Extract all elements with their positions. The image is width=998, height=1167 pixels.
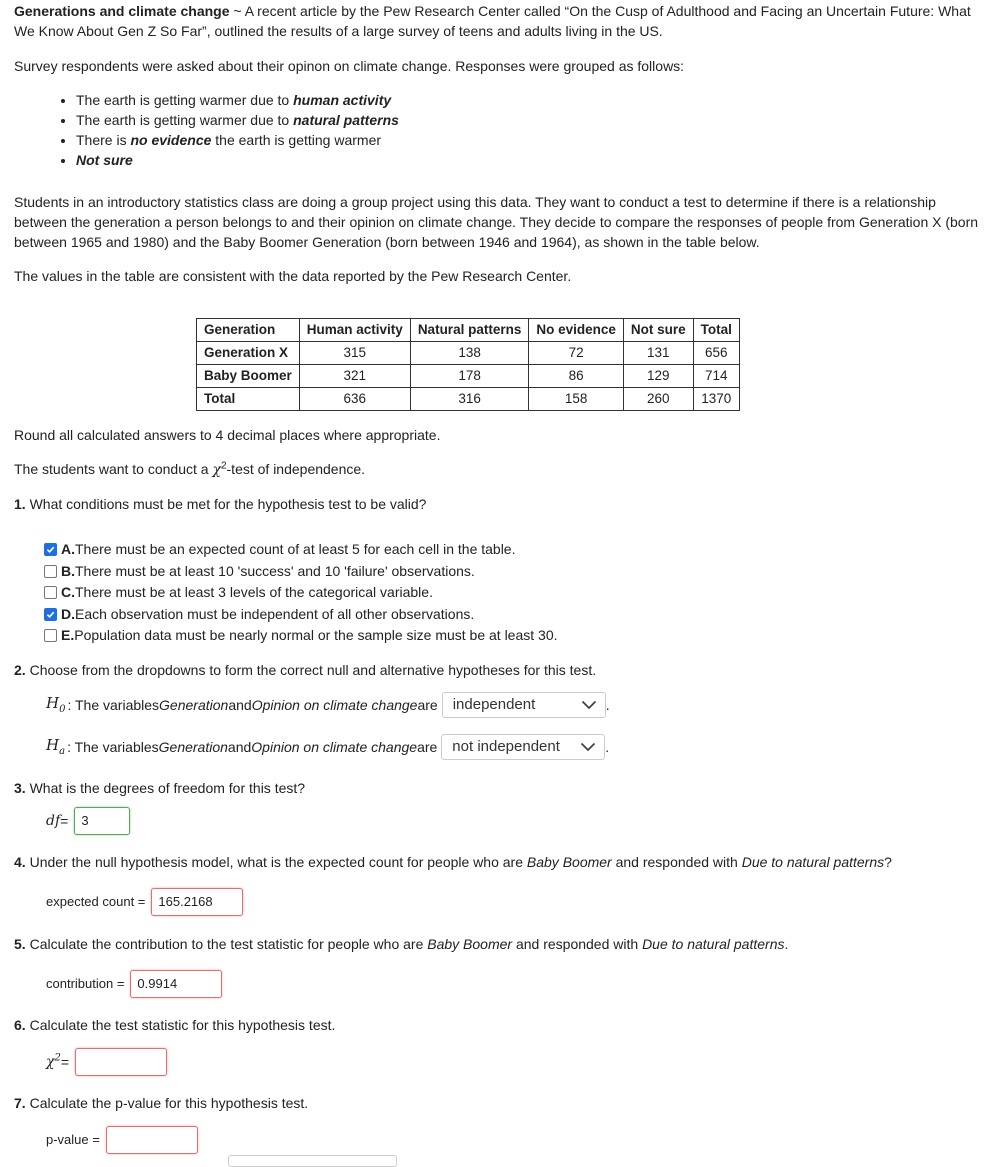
expected-count-row bbox=[46, 888, 984, 916]
option-text: Population data must be nearly normal or the sample size must be at least 30. bbox=[74, 627, 558, 643]
table-cell: 316 bbox=[410, 388, 529, 411]
test-statistic-row: $\chi^2$ = bbox=[46, 1048, 984, 1076]
p-value-label: p-value = bbox=[46, 1132, 100, 1147]
checkmark-icon bbox=[46, 545, 55, 554]
expected-count-label: expected count = bbox=[46, 894, 146, 909]
df-answer-row: df = 3 bbox=[46, 807, 984, 835]
question-5: 5. Calculate the contribution to the test statistic for people who are Baby Boomer and responded with Due to natural patterns. bbox=[14, 935, 789, 952]
question-6: 6. Calculate the test statistic for this hypothesis test. bbox=[14, 1016, 336, 1033]
table-header: Natural patterns bbox=[410, 319, 529, 342]
list-item: • The earth is getting warmer due to natural patterns bbox=[76, 110, 984, 130]
question-3: 3. What is the degrees of freedom for this test? bbox=[14, 779, 306, 796]
question-1: 1. What conditions must be met for the hypothesis test to be valid? bbox=[14, 496, 427, 512]
p-value-row bbox=[46, 1126, 984, 1154]
table-cell: 315 bbox=[299, 342, 410, 365]
intro-tilde: ~ bbox=[229, 3, 245, 19]
condition-option-c[interactable] bbox=[44, 582, 984, 604]
df-label: df bbox=[46, 812, 61, 829]
table-row bbox=[197, 388, 740, 411]
df-input[interactable]: 3 bbox=[74, 807, 130, 835]
expected-count-input[interactable]: 165.2168 bbox=[151, 888, 243, 916]
test-statistic-input[interactable] bbox=[75, 1048, 167, 1076]
h0-dropdown[interactable] bbox=[442, 692, 606, 718]
table-cell: 714 bbox=[693, 365, 739, 388]
chi-square-label: $\chi^2$ bbox=[46, 1051, 61, 1070]
table-header: Generation bbox=[197, 319, 300, 342]
table-header: Human activity bbox=[299, 319, 410, 342]
table-cell: 1370 bbox=[693, 388, 739, 411]
table-row bbox=[197, 342, 740, 365]
table-cell: 260 bbox=[623, 388, 693, 411]
intro-paragraph bbox=[14, 0, 984, 41]
checkbox[interactable] bbox=[44, 629, 57, 642]
table-cell: 178 bbox=[410, 365, 529, 388]
table-header: Not sure bbox=[623, 319, 693, 342]
list-item: • There is no evidence the earth is getting warmer bbox=[76, 130, 984, 150]
option-letter: B. bbox=[61, 562, 75, 579]
table-cell: 129 bbox=[623, 365, 693, 388]
table-cell: 158 bbox=[529, 388, 624, 411]
table-header: Total bbox=[693, 319, 739, 342]
table-cell: 656 bbox=[693, 342, 739, 365]
option-text: There must be an expected count of at least 5 for each cell in the table. bbox=[75, 541, 516, 557]
option-text: There must be at least 3 levels of the categorical variable. bbox=[75, 584, 433, 600]
option-text: Each observation must be independent of all other observations. bbox=[75, 605, 475, 622]
list-item: • The earth is getting warmer due to human activity bbox=[76, 90, 984, 110]
checkbox[interactable] bbox=[44, 586, 57, 599]
table-cell: 636 bbox=[299, 388, 410, 411]
h0-selected-value: independent bbox=[452, 696, 536, 713]
chevron-down-icon bbox=[581, 700, 597, 710]
list-item: • Not sure bbox=[76, 150, 984, 170]
round-instruction: Round all calculated answers to 4 decimal places where appropriate. bbox=[14, 427, 441, 443]
students-text: Students in an introductory statistics class are doing a group project using this data. They want to conduct a test to determine if there is a relationship between the generation a person belongs to and their opinion on climate change. They decide to compare the responses of people from Generation X (born between 1965 and 1980) and the Baby Boomer Generation (born between 1946 and 1964), as shown in the table below. bbox=[14, 194, 979, 250]
h0-symbol: $H_0$ bbox=[46, 694, 66, 715]
contribution-input[interactable]: 0.9914 bbox=[130, 970, 222, 998]
question-2: 2. Choose from the dropdowns to form the correct null and alternative hypotheses for this test. bbox=[14, 661, 597, 678]
table-header-row bbox=[197, 319, 740, 342]
ha-selected-value: not independent bbox=[452, 738, 560, 755]
table-row bbox=[197, 365, 740, 388]
contribution-label: contribution = bbox=[46, 976, 125, 991]
conditions-checklist bbox=[44, 539, 984, 647]
row-header: Total bbox=[197, 388, 300, 411]
table-header: No evidence bbox=[529, 319, 624, 342]
intro-title: Generations and climate change bbox=[14, 3, 230, 19]
condition-option-a[interactable] bbox=[44, 539, 984, 561]
null-hypothesis: $H_0$ : The variables Generation and Opinion on climate change are independent . bbox=[46, 692, 984, 718]
condition-option-d[interactable] bbox=[44, 604, 984, 626]
consistent-text: The values in the table are consistent with the data reported by the Pew Research Center. bbox=[14, 268, 572, 284]
survey-text: Survey respondents were asked about their opinon on climate change. Responses were grouped as follows: bbox=[14, 58, 685, 74]
p-value-input[interactable] bbox=[106, 1126, 198, 1154]
checkbox[interactable] bbox=[44, 608, 57, 621]
condition-option-b[interactable] bbox=[44, 561, 984, 583]
row-header: Baby Boomer bbox=[197, 365, 300, 388]
question-4: 4. Under the null hypothesis model, what is the expected count for people who are Baby Boomer and responded with Due to natural patterns? bbox=[14, 853, 892, 870]
table-cell: 72 bbox=[529, 342, 624, 365]
ha-dropdown[interactable] bbox=[441, 734, 605, 760]
chevron-down-icon bbox=[580, 742, 596, 752]
option-text: There must be at least 10 'success' and 10 'failure' observations. bbox=[75, 562, 475, 579]
contribution-row bbox=[46, 970, 984, 998]
ha-symbol: $H_a$ bbox=[46, 736, 66, 757]
row-header: Generation X bbox=[197, 342, 300, 365]
table-cell: 138 bbox=[410, 342, 529, 365]
question-7: 7. Calculate the p-value for this hypothesis test. bbox=[14, 1094, 309, 1111]
intro-text: A recent article by the Pew Research Center called “On the Cusp of Adulthood and Facing an Uncertain Future: What We Know About Gen Z So Far”, outlined the results of a large survey of teens and adults living in the US. bbox=[14, 3, 971, 39]
alternative-hypothesis: $H_a$ : The variables Generation and Opinion on climate change are not independent . bbox=[46, 734, 984, 760]
checkbox[interactable] bbox=[44, 565, 57, 578]
condition-option-e[interactable] bbox=[44, 625, 984, 647]
checkbox[interactable] bbox=[44, 543, 57, 556]
chi-square-intro: The students want to conduct a $\chi^2$-test of independence. bbox=[14, 460, 366, 478]
option-letter: C. bbox=[61, 584, 75, 600]
table-cell: 131 bbox=[623, 342, 693, 365]
option-letter: E. bbox=[61, 627, 75, 643]
option-letter: D. bbox=[61, 605, 75, 622]
table-cell: 86 bbox=[529, 365, 624, 388]
contingency-table bbox=[196, 318, 740, 411]
checkmark-icon bbox=[46, 610, 55, 619]
next-dropdown-partial[interactable] bbox=[228, 1155, 397, 1167]
option-letter: A. bbox=[61, 541, 75, 557]
table-cell: 321 bbox=[299, 365, 410, 388]
response-list bbox=[14, 90, 984, 170]
